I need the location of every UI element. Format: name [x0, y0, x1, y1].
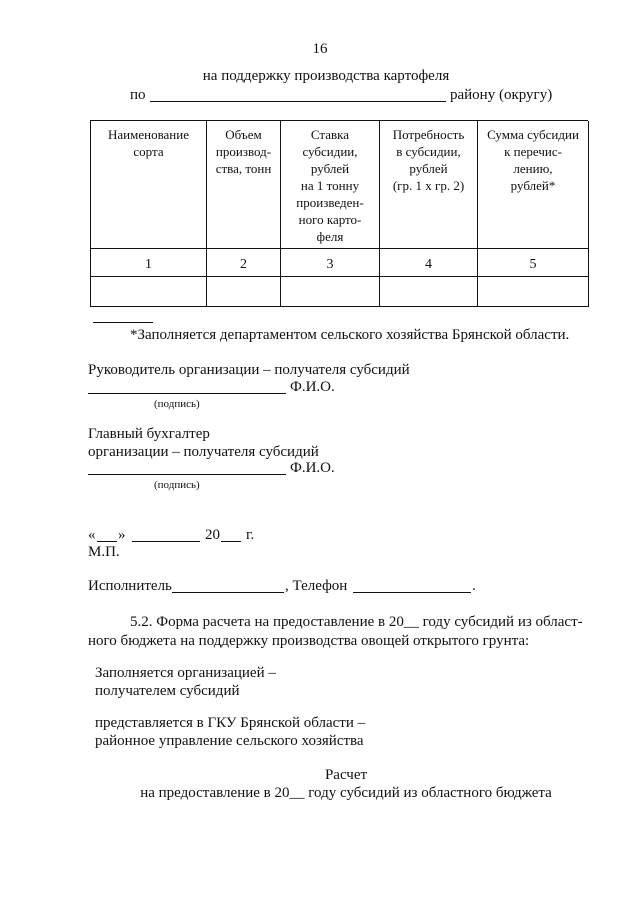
table-header-cell: Сумма субсидии к перечис- лению, рублей* — [487, 127, 579, 193]
accountant-signature-line[interactable] — [88, 474, 286, 475]
date-year-suffix: г. — [246, 527, 255, 543]
executor-label: Исполнитель — [88, 578, 172, 594]
district-suffix: району (округу) — [450, 87, 553, 103]
district-prefix: по — [130, 87, 146, 103]
accountant-title-line2: организации – получателя субсидий — [88, 444, 319, 460]
table-data-cell[interactable] — [91, 277, 206, 306]
district-blank[interactable] — [150, 101, 446, 102]
table-header-separator — [90, 248, 588, 249]
date-open-quote: « — [88, 527, 96, 543]
calc-title: Расчет — [324, 767, 368, 783]
date-year-prefix: 20 — [205, 527, 220, 543]
filled-by-line2: получателем субсидий — [95, 683, 240, 699]
accountant-title-line1: Главный бухгалтер — [88, 426, 210, 442]
table-header-cell: Ставка субсидии, рублей на 1 тонну произведен- ного карто- феля — [296, 127, 364, 244]
heading: на поддержку производства картофеля — [202, 68, 450, 84]
submitted-to-line2: районное управление сельского хозяйства — [95, 733, 364, 749]
date-month-blank[interactable] — [132, 541, 200, 542]
phone-blank[interactable] — [353, 592, 471, 593]
table-header-cell: Наименование сорта — [108, 127, 189, 159]
column-number: 3 — [326, 257, 334, 272]
table-header-cell: Потребность в субсидии, рублей (гр. 1 х гр. 2) — [392, 127, 465, 193]
column-number: 5 — [529, 257, 537, 272]
column-number: 1 — [145, 257, 152, 272]
executor-blank[interactable] — [172, 592, 284, 593]
table-data-cell[interactable] — [380, 277, 477, 306]
page-number: 16 — [312, 41, 328, 57]
accountant-fio: Ф.И.О. — [290, 460, 335, 476]
column-number: 2 — [240, 257, 247, 272]
paragraph-line2: ного бюджета на поддержку производства овощей открытого грунта: — [88, 633, 530, 649]
footnote-separator — [93, 322, 153, 323]
table-data-cell[interactable] — [207, 277, 280, 306]
paragraph-line1: 5.2. Форма расчета на предоставление в 20__ году субсидий из област- — [130, 614, 583, 630]
date-close-quote: » — [118, 527, 126, 543]
phone-label: , Телефон — [285, 578, 348, 594]
filled-by-line1: Заполняется организацией – — [95, 665, 276, 681]
table-header-cell: Объем производ- ства, тонн — [215, 127, 272, 176]
submitted-to-line1: представляется в ГКУ Брянской области – — [95, 715, 366, 731]
calc-subtitle: на предоставление в 20__ году субсидий из областного бюджета — [140, 785, 552, 801]
table-border-bottom — [90, 306, 588, 307]
stamp-label: М.П. — [88, 544, 120, 560]
footnote: *Заполняется департаментом сельского хозяйства Брянской области. — [130, 327, 570, 343]
head-sign-label: (подпись) — [154, 398, 200, 410]
table-data-cell[interactable] — [478, 277, 588, 306]
head-signature-line[interactable] — [88, 393, 286, 394]
accountant-sign-label: (подпись) — [154, 479, 200, 491]
head-fio: Ф.И.О. — [290, 379, 335, 395]
executor-end: . — [472, 578, 476, 594]
table-border-right — [588, 121, 589, 307]
table-border-top — [90, 120, 588, 121]
column-number: 4 — [425, 257, 432, 272]
table-data-cell[interactable] — [281, 277, 379, 306]
date-day-blank[interactable] — [97, 541, 117, 542]
head-title: Руководитель организации – получателя субсидий — [88, 362, 410, 378]
date-year-blank[interactable] — [221, 541, 241, 542]
